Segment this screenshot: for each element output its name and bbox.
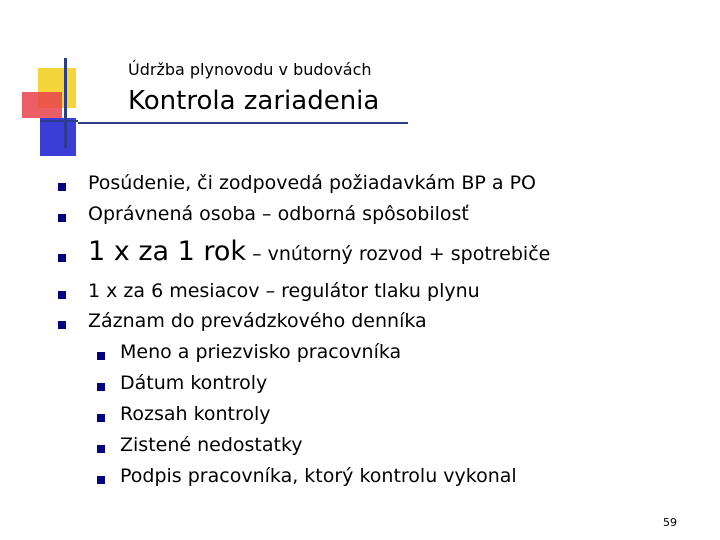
subbullet-item: Dátum kontroly bbox=[120, 372, 268, 394]
logo-vertical-line bbox=[64, 58, 67, 148]
subbullet-square-icon bbox=[97, 445, 105, 453]
bullet-square-icon bbox=[58, 254, 66, 262]
bullet-square-icon bbox=[58, 291, 66, 299]
subbullet-square-icon bbox=[97, 414, 105, 422]
slide-subtitle: Údržba plynovodu v budovách bbox=[128, 60, 372, 79]
logo-horizontal-line bbox=[40, 120, 78, 122]
subbullet-item: Zistené nedostatky bbox=[120, 434, 303, 456]
subbullet-square-icon bbox=[97, 352, 105, 360]
bullet-square-icon bbox=[58, 214, 66, 222]
page-number: 59 bbox=[663, 516, 677, 529]
slide-title: Kontrola zariadenia bbox=[128, 86, 380, 116]
bullet-item: Posúdenie, či zodpovedá požiadavkám BP a PO bbox=[88, 172, 536, 194]
bullet-item-emphasis: 1 x za 1 rok bbox=[88, 236, 247, 267]
subbullet-square-icon bbox=[97, 383, 105, 391]
bullet-item: 1 x za 6 mesiacov – regulátor tlaku plynu bbox=[88, 280, 480, 302]
bullet-item: Oprávnená osoba – odborná spôsobilosť bbox=[88, 203, 469, 225]
bullet-square-icon bbox=[58, 183, 66, 191]
subbullet-item: Podpis pracovníka, ktorý kontrolu vykonal bbox=[120, 465, 517, 487]
bullet-item-rest: – vnútorný rozvod + spotrebiče bbox=[246, 243, 551, 265]
subbullet-item: Rozsah kontroly bbox=[120, 403, 271, 425]
bullet-square-icon bbox=[58, 321, 66, 329]
title-underline bbox=[78, 122, 408, 124]
subbullet-square-icon bbox=[97, 476, 105, 484]
logo-red-square bbox=[22, 92, 62, 118]
bullet-item: Záznam do prevádzkového denníka bbox=[88, 310, 427, 332]
logo-blue-square bbox=[40, 118, 76, 156]
subbullet-item: Meno a priezvisko pracovníka bbox=[120, 341, 402, 363]
bullet-item bbox=[88, 236, 550, 267]
